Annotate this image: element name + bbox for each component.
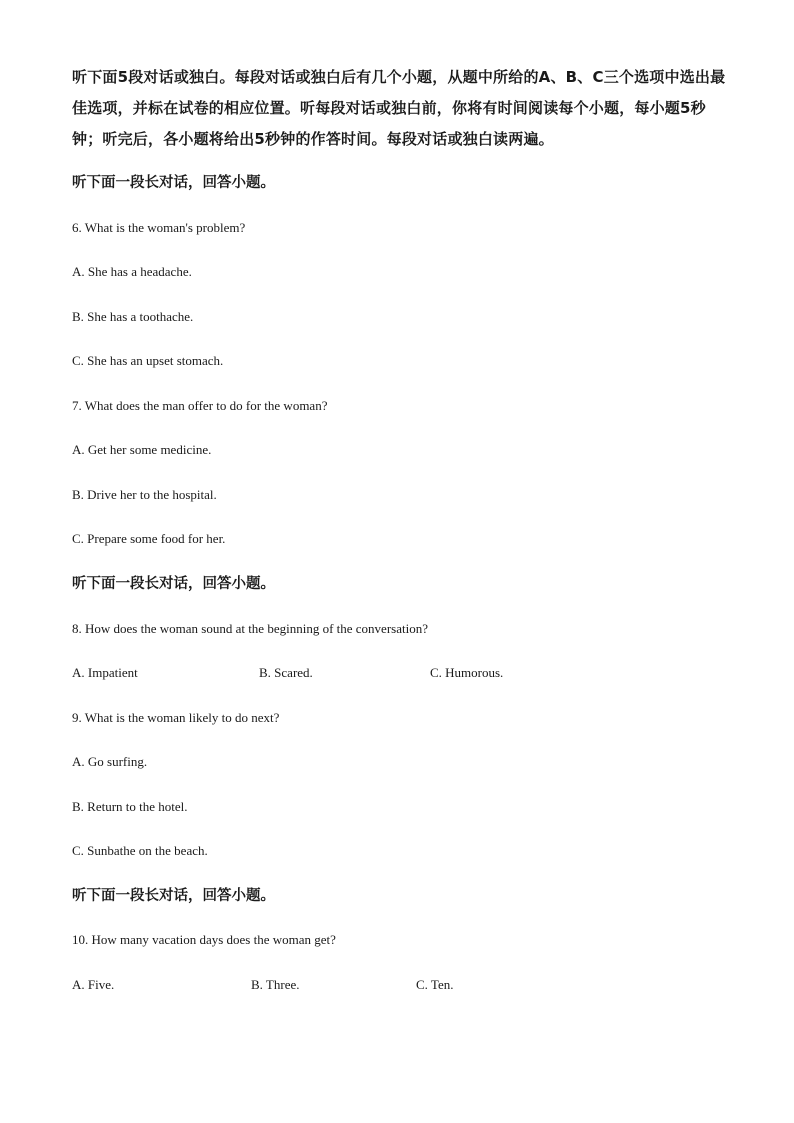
q10-option-c: C. Ten. bbox=[416, 977, 454, 992]
q9-option-a: A. Go surfing. bbox=[72, 754, 148, 769]
section-heading-1: 听下面一段长对话，回答小题。 bbox=[72, 175, 275, 191]
q6-option-a: A. She has a headache. bbox=[72, 264, 192, 279]
q7-option-b: B. Drive her to the hospital. bbox=[72, 487, 217, 502]
q7-option-a: A. Get her some medicine. bbox=[72, 442, 212, 457]
q10-option-b: B. Three. bbox=[251, 977, 300, 992]
q8-option-b: B. Scared. bbox=[259, 665, 313, 680]
q6-option-c: C. She has an upset stomach. bbox=[72, 353, 224, 368]
section-heading-3: 听下面一段长对话，回答小题。 bbox=[72, 888, 275, 904]
q8-option-c: C. Humorous. bbox=[430, 665, 504, 680]
q9-option-c: C. Sunbathe on the beach. bbox=[72, 843, 208, 858]
question-6: 6. What is the woman's problem? bbox=[72, 220, 246, 235]
question-7: 7. What does the man offer to do for the woman? bbox=[72, 398, 328, 413]
q10-option-a: A. Five. bbox=[72, 977, 115, 992]
question-8: 8. How does the woman sound at the beginning of the conversation? bbox=[72, 621, 428, 636]
question-9: 9. What is the woman likely to do next? bbox=[72, 710, 280, 725]
question-10: 10. How many vacation days does the woman get? bbox=[72, 932, 336, 947]
q6-option-b: B. She has a toothache. bbox=[72, 309, 194, 324]
section-heading-2: 听下面一段长对话，回答小题。 bbox=[72, 576, 275, 592]
q8-option-a: A. Impatient bbox=[72, 665, 138, 680]
q9-option-b: B. Return to the hotel. bbox=[72, 799, 188, 814]
listening-instructions: 听下面5段对话或独白。每段对话或独白后有几个小题，从题中所给的A、B、C三个选项中选出最佳选项，并标在试卷的相应位置。听每段对话或独白前，你将有时间阅读每个小题，每小题5秒钟；听完后，各小题将给出5秒钟的作答时间。每段对话或独白读两遍。 bbox=[72, 68, 726, 148]
q7-option-c: C. Prepare some food for her. bbox=[72, 531, 226, 546]
